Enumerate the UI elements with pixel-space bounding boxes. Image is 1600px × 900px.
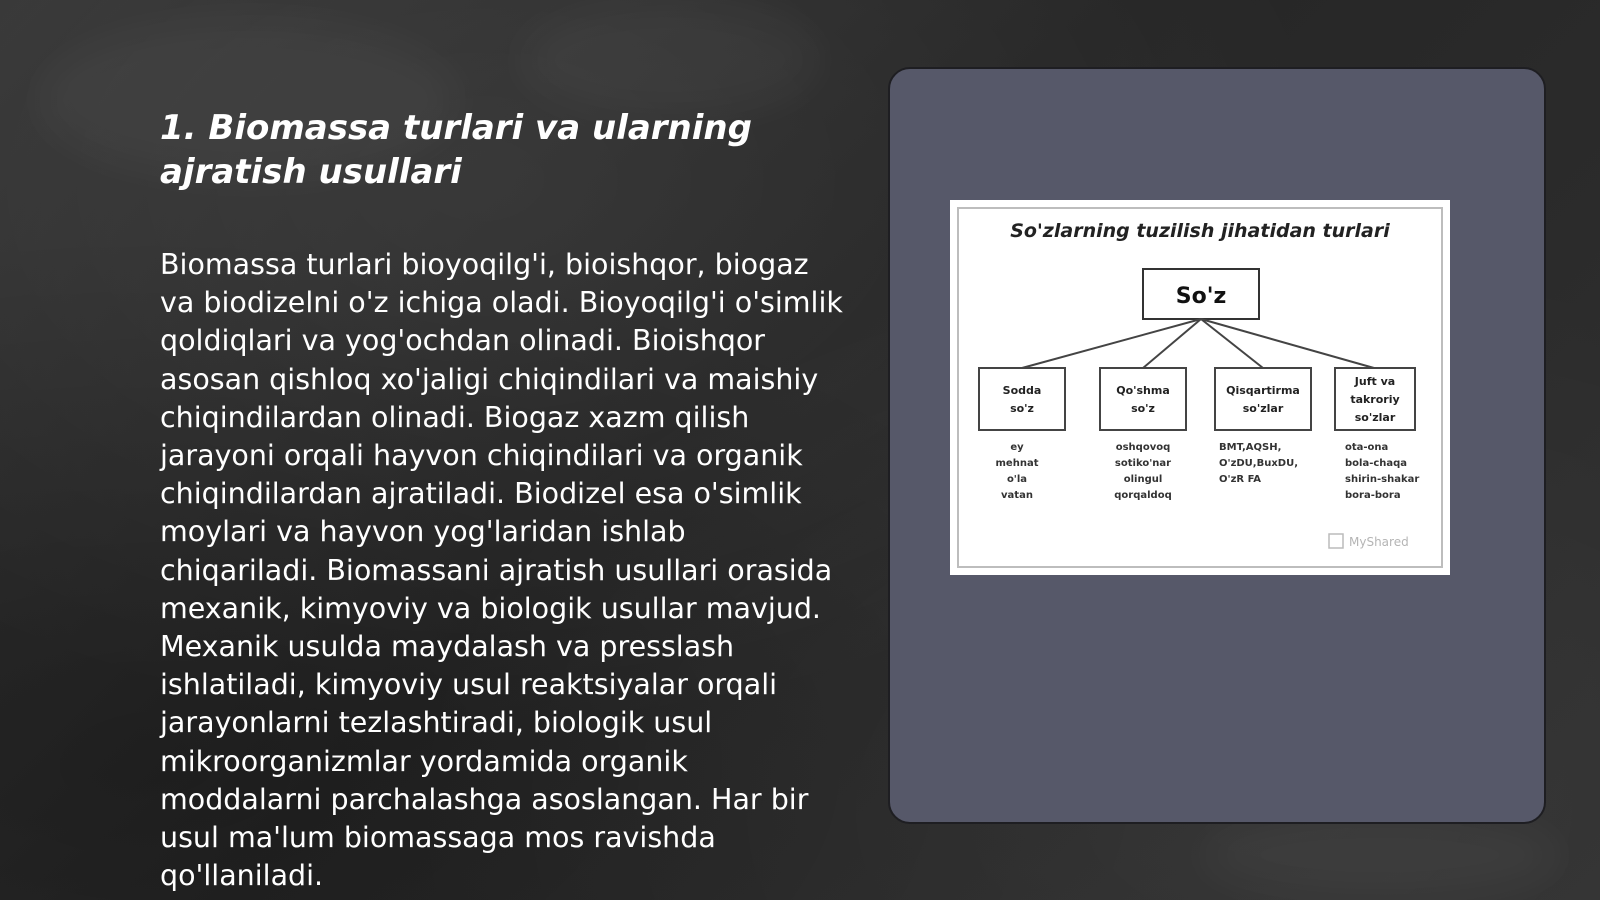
diagram-svg	[957, 207, 1443, 568]
node-example: o'la	[1006, 474, 1028, 485]
node-label: takroriy	[1350, 393, 1400, 406]
node-example: O'zDU,BuxDU,	[1219, 458, 1299, 469]
root-node-label: So'z	[1175, 284, 1227, 309]
node-box-sodda	[979, 368, 1065, 430]
node-example: shirin-shakar	[1345, 474, 1420, 485]
node-example: ota-ona	[1345, 442, 1389, 453]
connector-line	[1201, 319, 1374, 368]
diagram-connectors	[1022, 319, 1374, 368]
node-label: so'z	[1010, 402, 1034, 415]
connector-line	[1022, 319, 1201, 368]
slide-title-line-1: 1. Biomassa turlari va ularning	[160, 108, 752, 148]
node-example: ey	[1010, 442, 1024, 453]
watermark-text: MyShared	[1349, 535, 1409, 549]
chalk-smudge	[520, 0, 820, 120]
node-example: sotiko'nar	[1114, 458, 1172, 469]
node-label: Qisqartirma	[1226, 384, 1300, 397]
node-example: oshqovoq	[1115, 442, 1171, 453]
node-example: vatan	[1001, 490, 1033, 501]
slide-body-text: Biomassa turlari bioyoqilg'i, bioishqor, biogaz va biodizelni o'z ichiga oladi. Bioyoqilg'i o'simlik qoldiqlari va yog'ochdan olinadi. Bioishqor asosan qishloq xo'jaligi chiqindilari va maishiy chiqindilardan olinadi. Biogaz xazm qilish jarayoni orqali hayvon chiqindilari va organik chiqindilardan ajratiladi. Biodizel esa o'simlik moylari va hayvon yog'laridan ishlab chiqariladi. Biomassani ajratish usullari orasida mexanik, kimyoviy va biologik usullar mavjud. Mexanik usulda maydalash va presslash ishlatiladi, kimyoviy usul reaktsiyalar orqali jarayonlarni tezlashtiradi, biologik usul mikroorganizmlar yordamida organik moddalarni parchalashga asoslangan. Har bir usul ma'lum biomassaga mos ravishda qo'llaniladi.	[160, 248, 843, 893]
node-example: mehnat	[995, 458, 1039, 469]
node-example: qorqaldoq	[1114, 490, 1172, 501]
word-structure-diagram	[950, 200, 1450, 575]
node-label: Juft va	[1354, 375, 1396, 388]
node-label: Qo'shma	[1116, 384, 1170, 397]
slide-title	[160, 106, 820, 194]
node-label: so'zlar	[1354, 411, 1396, 424]
node-label: so'z	[1131, 402, 1155, 415]
connector-line	[1201, 319, 1263, 368]
slide-title-line-2: ajratish usullari	[160, 152, 462, 192]
diagram-title: So'zlarning tuzilish jihatidan turlari	[1010, 220, 1390, 242]
watermark-logo-icon	[1329, 534, 1343, 548]
node-example: olingul	[1123, 474, 1163, 485]
node-example: bora-bora	[1345, 490, 1401, 501]
node-box-qoshma	[1100, 368, 1186, 430]
node-box-qisqartirma	[1215, 368, 1311, 430]
node-example: O'zR FA	[1219, 474, 1261, 485]
node-example: BMT,AQSH,	[1219, 442, 1282, 453]
node-example: bola-chaqa	[1345, 458, 1408, 469]
node-label: so'zlar	[1242, 402, 1284, 415]
node-label: Sodda	[1002, 384, 1042, 397]
